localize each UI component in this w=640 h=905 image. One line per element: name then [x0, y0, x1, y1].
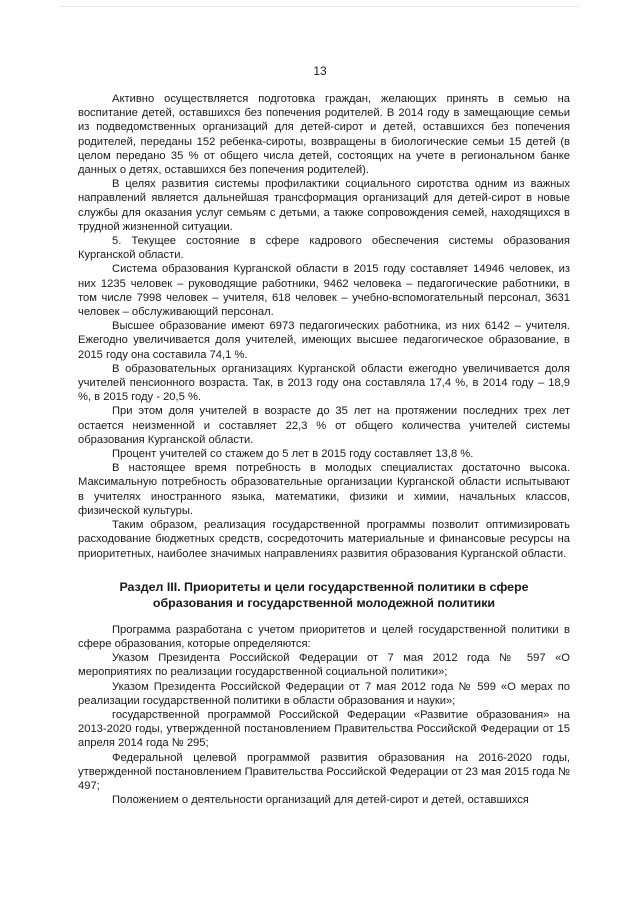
paragraph: В настоящее время потребность в молодых специалистах достаточно высока. Максимальную потребность образовательные организации Курганской области испытывают в учителях иностранного языка, математики, физики и химии, начальных классов, физической культуры. [78, 462, 570, 517]
paragraph: Указом Президента Российской Федерации от 7 мая 2012 года № 599 «О мерах по реализации государственной политики в области образования и науки»; [78, 680, 570, 707]
paragraph: В целях развития системы профилактики социального сиротства одним из важных направлений является дальнейшая трансформация организаций для детей-сирот в новые службы для оказания услуг семьям с детьми, а также сопровождения семей, находящихся в трудной жизненной ситуации. [78, 178, 570, 233]
paragraph: Высшее образование имеют 6973 педагогических работника, из них 6142 – учителя. Ежегодно увеличивается доля учителей, имеющих высшее педагогическое образование, в 2015 году она составила 74,1 %. [78, 320, 570, 361]
paragraph: В образовательных организациях Курганской области ежегодно увеличивается доля учителей пенсионного возраста. Так, в 2013 году она составляла 17,4 %, в 2014 году – 18,9 %, в 2015 году - 20,5 %. [78, 362, 570, 404]
paragraph: Система образования Курганской области в 2015 году составляет 14946 человек, из них 1235 человек – руководящие работники, 9462 человека – педагогические работники, в том числе 7998 человек – учителя, 618 человек – учебно-вспомогательный персонал, 3631 человек – обслуживающий персонал. [78, 263, 570, 319]
paragraph: При этом доля учителей в возрасте до 35 лет на протяжении последних трех лет остается неизменной и составляет 22,3 % от общего количества учителей системы образования Курганской области. [78, 405, 570, 446]
paragraph: 5. Текущее состояние в сфере кадрового обеспечения системы образования Курганской области. [78, 235, 570, 262]
paragraph: Федеральной целевой программой развития образования на 2016-2020 годы, утвержденной постановлением Правительства Российской Федерации от 23 мая 2015 года № 497; [78, 751, 570, 792]
section-heading: Раздел III. Приоритеты и цели государственной политики в сфере образования и государственной молодежной политики [119, 579, 529, 610]
document-body [78, 92, 570, 807]
paragraph: Положением о деятельности организаций для детей-сирот и детей, оставшихся [112, 794, 529, 807]
paragraph: Таким образом, реализация государственной программы позволит оптимизировать расходование бюджетных средств, сосредоточить материальные и финансовые ресурсы на приоритетных, наиболее значимых направлениях развития образования Курганской области. [78, 519, 570, 560]
scan-artifact [60, 6, 580, 13]
paragraph: государственной программой Российской Федерации «Развитие образования» на 2013-2020 годы, утвержденной постановлением Правительства Российской Федерации от 15 апреля 2014 года № 295; [78, 708, 570, 750]
paragraph: Программа разработана с учетом приоритетов и целей государственной политики в сфере образования, которые определяются: [78, 623, 570, 650]
paragraph: Процент учителей со стажем до 5 лет в 2015 году составляет 13,8 %. [112, 448, 474, 461]
paragraph: Активно осуществляется подготовка граждан, желающих принять в семью на воспитание детей, оставшихся без попечения родителей. В 2014 году в замещающие семьи из подведомственных организаций для детей-сирот и детей, оставшихся без попечения родителей, переданы 152 ребенка-сироты, возвращены в биологические семьи 15 детей (в целом передано 35 % от общего числа детей, состоящих на учете в региональном банке данных о детях, оставшихся без попечения родителей). [78, 93, 570, 177]
paragraph: Указом Президента Российской Федерации от 7 мая 2012 года № 597 «О мероприятиях по реализации государственной социальной политики»; [78, 652, 570, 679]
page-number: 13 [313, 64, 327, 78]
